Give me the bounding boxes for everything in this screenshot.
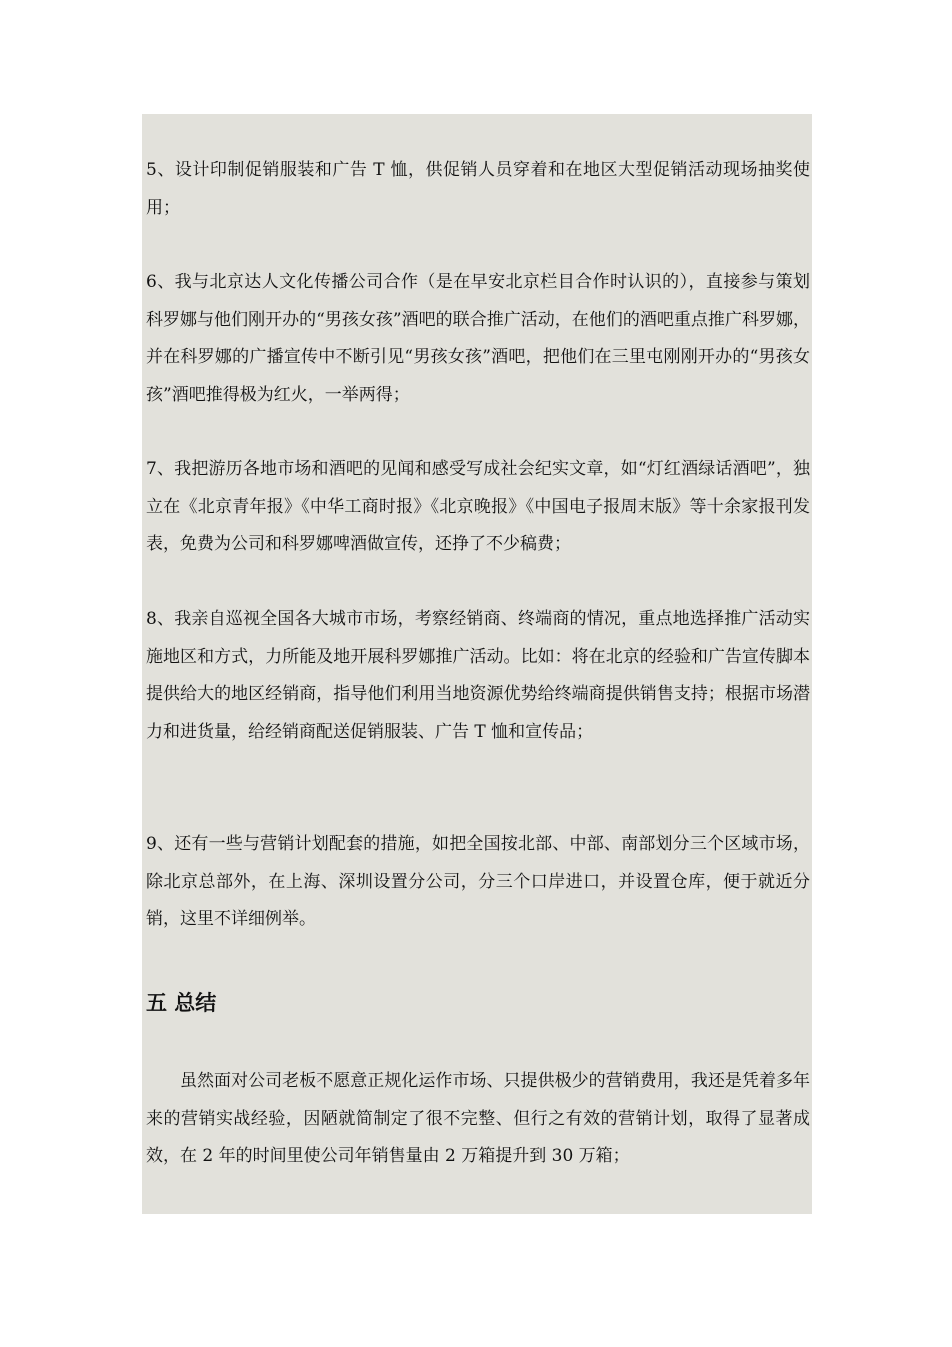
section-heading: 五 总结 — [146, 991, 217, 1015]
paragraph-item-9: 9、还有一些与营销计划配套的措施，如把全国按北部、中部、南部划分三个区域市场，除北京总部外，在上海、深圳设置分公司，分三个口岸进口，并设置仓库，便于就近分销，这里不详细例举。 — [146, 834, 810, 929]
paragraph-item-6: 6、我与北京达人文化传播公司合作（是在早安北京栏目合作时认识的），直接参与策划科罗娜与他们刚开办的“男孩女孩”酒吧的联合推广活动，在他们的酒吧重点推广科罗娜，并在科罗娜的广播宣传中不断引见“男孩女孩”酒吧，把他们在三里屯刚刚开办的“男孩女孩”酒吧推得极为红火，一举两得； — [146, 272, 810, 405]
summary-paragraph: 虽然面对公司老板不愿意正规化运作市场、只提供极少的营销费用，我还是凭着多年来的营销实战经验，因陋就简制定了很不完整、但行之有效的营销计划，取得了显著成效，在 2 年的时间里使公司年销售量由 2 万箱提升到 30 万箱； — [146, 1071, 810, 1166]
paragraph-item-7: 7、我把游历各地市场和酒吧的见闻和感受写成社会纪实文章，如“灯红酒绿话酒吧”，独立在《北京青年报》《中华工商时报》《北京晚报》《中国电子报周末版》等十余家报刊发表，免费为公司和科罗娜啤酒做宣传，还挣了不少稿费； — [146, 459, 810, 554]
paragraph-item-8: 8、我亲自巡视全国各大城市市场，考察经销商、终端商的情况，重点地选择推广活动实施地区和方式，力所能及地开展科罗娜推广活动。比如：将在北京的经验和广告宣传脚本提供给大的地区经销商，指导他们利用当地资源优势给终端商提供销售支持；根据市场潜力和进货量，给经销商配送促销服装、广告 T 恤和宣传品； — [146, 609, 810, 742]
paragraph-item-5: 5、设计印制促销服装和广告 T 恤，供促销人员穿着和在地区大型促销活动现场抽奖使用； — [146, 160, 810, 218]
